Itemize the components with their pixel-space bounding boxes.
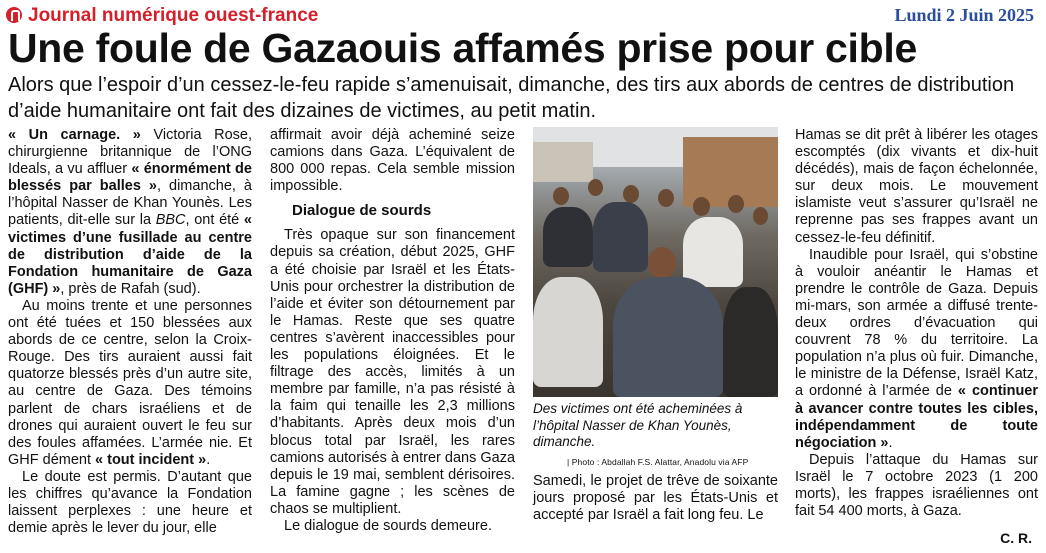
standfirst: Alors que l’espoir d’un cessez-le-feu rapide s’amenuisait, dimanche, des tirs aux abords de centres de distribution d’aide humanitaire ont fait des dizaines de victimes, au petit matin. — [8, 74, 1015, 122]
column-3 — [533, 127, 778, 524]
paragraph: Depuis l’attaque du Hamas sur Israël le 7 octobre 2023 (1 200 morts), les frappes israéliennes ont fait 54 400 morts, à Gaza. — [795, 451, 1038, 520]
photo-person — [553, 187, 569, 205]
column-2 — [270, 127, 515, 535]
issue-date: Lundi 2 Juin 2025 — [894, 5, 1034, 25]
paragraph: Samedi, le projet de trêve de soixante jours proposé par les États-Unis et accepté par Israël a fait long feu. Le — [533, 472, 778, 523]
paragraph: Le doute est permis. D’autant que les chiffres qu’avance la Fondation laissent perplexes : une heure et demie après le lever du jour, elle — [8, 468, 252, 537]
photo-caption: Des victimes ont été acheminées à l’hôpital Nasser de Khan Younès, dimanche. — [533, 401, 743, 449]
text-run: . — [888, 434, 893, 451]
text-run: Au moins trente et une personnes ont été tuées et 150 blessées aux abords de ce centre, selon la Croix-Rouge. Des tirs auraient aussi fait quatorze blessés près d’un autre site, au centre de Gaza. Des témoins parlent de chars israéliens et de drones qui auraient ouvert le feu sur des foules affamées. L’armée nie. Et GHF dément — [8, 297, 252, 468]
quote-bold: « victimes d’une fusillade au centre de distribution d’aide de la Fondation humanitaire de Gaza (GHF) » — [8, 212, 252, 297]
quote-bold: « Un carnage. » — [8, 127, 141, 143]
photo-person — [648, 247, 676, 279]
text-run: Inaudible pour Israël, qui s’obstine à vouloir anéantir le Hamas et prendre le contrôle de Gaza. Depuis mi-mars, son armée a diffusé trente-deux ordres d’évacuation qui couvrent 78 % du territoire. La population n’a plus où fuir. Dimanche, le ministre de la Défense, Israël Katz, a ordonné à l’armée de — [795, 246, 1038, 400]
photo-main-figure — [613, 277, 723, 397]
photo-crowd — [593, 202, 648, 272]
column-1 — [8, 127, 252, 537]
photo-person — [623, 185, 639, 203]
masthead — [6, 4, 318, 26]
headline: Une foule de Gazaouis affamés prise pour cible — [8, 25, 917, 71]
photo-crowd — [683, 217, 743, 287]
text-run: Victoria Rose, chirurgienne britannique de l’ONG Ideals, a vu affluer — [8, 127, 252, 178]
photo-credit: | Photo : Abdallah F.S. Alattar, Anadolu via AFP — [567, 456, 749, 467]
photo-person — [693, 197, 710, 216]
quote-bold: « énormément de blessés par balles » — [8, 161, 252, 195]
text-run: . — [206, 451, 211, 468]
photo-crowd — [533, 277, 603, 387]
photo-person — [753, 207, 768, 225]
text-run: , près de Rafah (sud). — [60, 280, 201, 297]
author-signature: C. R. — [1000, 530, 1032, 547]
photo-person — [588, 179, 603, 196]
media-name: BBC — [155, 212, 186, 229]
photo-crowd — [543, 207, 593, 267]
quote-bold: « continuer à avancer contre toutes les cibles, indépendamment de toute négociation » — [795, 383, 1039, 451]
photo-crowd — [723, 287, 778, 397]
paragraph: Le dialogue de sourds demeure. — [284, 517, 492, 534]
paragraph — [8, 127, 252, 298]
paragraph — [795, 247, 1038, 452]
column-4 — [795, 127, 1038, 547]
photo-person — [658, 189, 674, 207]
paragraph: Très opaque sur son financement depuis sa création, début 2025, GHF a été choisie par Israël et les États-Unis pour orchestrer la distribution de l’aide et éviter son détournement par le Hamas. Reste que ses quatre centres s’avèrent inaccessibles pour les populations éloignées. Et le filtrage des accès, limités à un membre par famille, n’a pas résisté à la faim qui tenaille les 2,3 millions d’habitants. Après deux mois d’un blocus total par Israël, les rares camions autorisés à entrer dans Gaza depuis le 19 mai, semblent dérisoires. La famine gagne ; les scènes de chaos se multiplient. — [270, 227, 516, 517]
news-photo — [533, 127, 778, 397]
paragraph: affirmait avoir déjà acheminé seize camions dans Gaza. L’équivalent de 800 000 repas. Cela semble mission impossible. — [270, 127, 515, 195]
quote-bold: « tout incident » — [95, 451, 207, 468]
photo-person — [728, 195, 744, 213]
paragraph — [8, 298, 252, 469]
subheading: Dialogue de sourds — [292, 202, 432, 220]
photo-building — [533, 142, 593, 182]
text-run: , dimanche, à l’hôpital Nasser de Khan Younès. Les patients, dit-elle sur la — [8, 178, 252, 229]
paragraph: Hamas se dit prêt à libérer les otages escomptés (dix vivants et dix-huit décédés), mais de façon échelonnée, sur deux mois. Le mouvement islamiste veut s’assurer qu’Israël ne reprenne pas ses frappes avant un cessez-le-feu définitif. — [795, 127, 1038, 246]
journal-name: Journal numérique ouest-france — [28, 4, 319, 26]
ouest-france-logo-icon — [6, 7, 22, 23]
text-run: , ont été — [185, 212, 244, 229]
